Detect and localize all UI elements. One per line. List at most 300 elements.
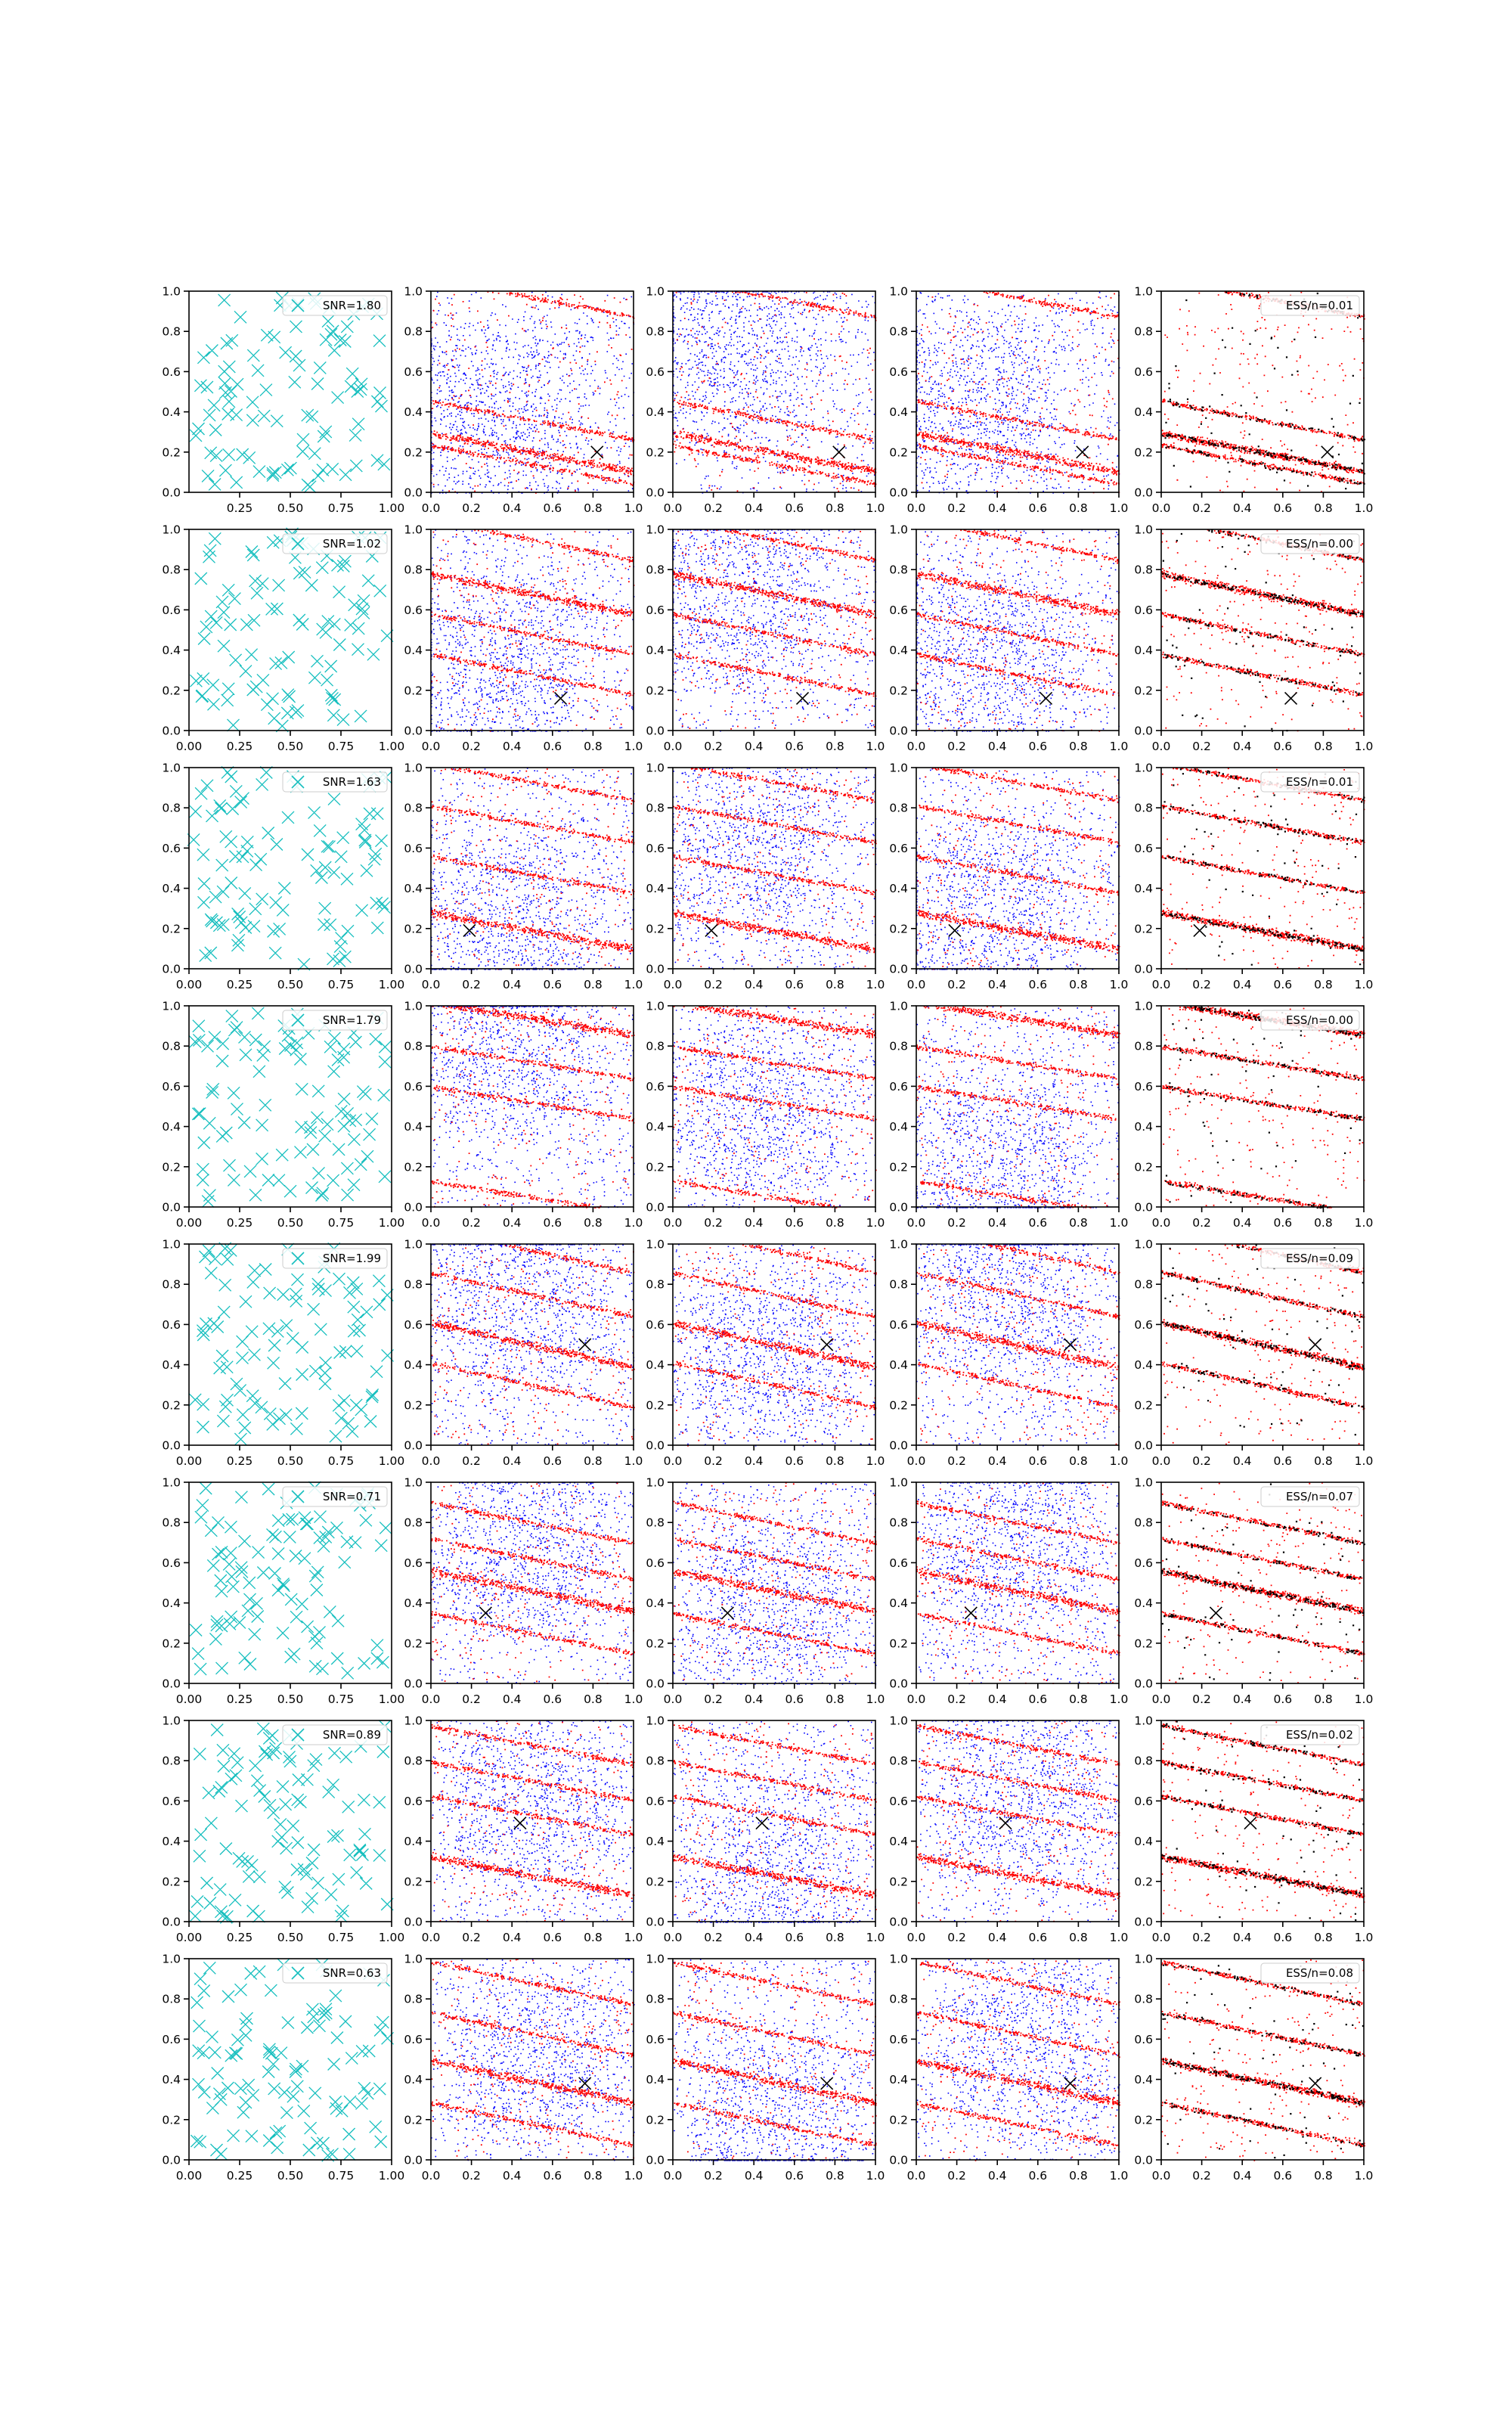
y-tick-label: 0.6 [889, 1794, 908, 1808]
y-tick-label: 0.4 [162, 1120, 181, 1134]
y-tick-label: 0.8 [162, 1754, 181, 1768]
x-tick-label: 0.6 [1028, 1931, 1048, 1944]
x-tick-label: 0.2 [947, 2169, 966, 2183]
x-tick-label: 0.2 [462, 740, 481, 753]
x-tick-label: 0.4 [502, 501, 522, 515]
y-tick-label: 0.6 [646, 1317, 665, 1332]
y-tick-label: 0.0 [889, 486, 908, 500]
x-tick-label: 0.4 [502, 1454, 522, 1468]
x-tick-label: 0.75 [327, 1692, 355, 1706]
x-tick-label: 0.4 [1232, 1454, 1252, 1468]
x-tick-label: 0.8 [584, 501, 603, 515]
y-tick-label: 0.0 [1134, 1677, 1153, 1691]
y-tick-label: 0.0 [162, 962, 181, 976]
y-tick-label: 0.0 [889, 1677, 908, 1691]
ess-legend-label: ESS/n=0.01 [1285, 775, 1353, 789]
y-tick-label: 0.0 [646, 2153, 665, 2167]
y-tick-label: 0.0 [1134, 962, 1153, 976]
y-tick-label: 0.6 [1134, 1079, 1153, 1094]
y-tick-label: 0.0 [646, 1200, 665, 1215]
x-tick-label: 1.0 [1109, 740, 1129, 753]
x-tick-label: 0.4 [987, 1692, 1007, 1706]
x-tick-label: 0.8 [1069, 2169, 1088, 2183]
x-tick-label: 0.0 [1151, 2169, 1171, 2183]
y-tick-label: 0.8 [646, 1039, 665, 1053]
y-tick-label: 0.6 [404, 603, 423, 617]
x-tick-label: 1.0 [1354, 978, 1374, 991]
y-tick-label: 0.2 [162, 2113, 181, 2127]
x-tick-label: 0.8 [584, 2169, 603, 2183]
y-tick-label: 0.6 [404, 1079, 423, 1094]
ess-legend-label: ESS/n=0.09 [1285, 1252, 1353, 1265]
y-tick-label: 0.2 [889, 1160, 908, 1174]
y-tick-label: 0.4 [889, 2073, 908, 2087]
x-tick-label: 0.0 [906, 1454, 926, 1468]
y-tick-label: 0.4 [889, 1120, 908, 1134]
y-tick-label: 1.0 [404, 761, 423, 775]
x-tick-label: 0.0 [906, 978, 926, 991]
snr-legend-label: SNR=0.89 [322, 1728, 381, 1742]
y-tick-label: 0.2 [162, 922, 181, 936]
y-tick-label: 1.0 [646, 1952, 665, 1966]
y-tick-label: 1.0 [646, 284, 665, 299]
x-tick-label: 0.6 [785, 978, 804, 991]
y-tick-label: 1.0 [404, 1475, 423, 1490]
y-tick-label: 0.4 [646, 1835, 665, 1849]
x-tick-label: 0.0 [906, 1931, 926, 1944]
y-tick-label: 0.8 [162, 324, 181, 339]
snr-legend-label: SNR=0.63 [322, 1966, 381, 1980]
y-tick-label: 1.0 [162, 1237, 181, 1252]
y-tick-label: 0.4 [889, 1358, 908, 1373]
x-tick-label: 0.0 [906, 2169, 926, 2183]
y-tick-label: 1.0 [1134, 523, 1153, 537]
x-tick-label: 0.8 [1069, 1692, 1088, 1706]
x-tick-label: 0.4 [502, 978, 522, 991]
x-tick-label: 0.2 [704, 501, 723, 515]
y-tick-label: 0.4 [889, 882, 908, 896]
y-tick-label: 1.0 [1134, 1952, 1153, 1966]
x-tick-label: 0.8 [584, 1216, 603, 1230]
x-tick-label: 1.00 [378, 978, 405, 991]
x-tick-label: 0.8 [826, 2169, 844, 2183]
y-tick-label: 0.8 [646, 1992, 665, 2006]
y-tick-label: 0.6 [889, 1556, 908, 1570]
x-tick-label: 0.8 [1314, 740, 1333, 753]
y-tick-label: 0.8 [404, 1516, 423, 1530]
y-tick-label: 0.6 [889, 365, 908, 379]
x-tick-label: 0.2 [704, 978, 723, 991]
y-tick-label: 0.6 [889, 841, 908, 855]
x-tick-label: 0.8 [1069, 1454, 1088, 1468]
snr-legend-label: SNR=1.99 [322, 1252, 381, 1265]
x-tick-label: 0.8 [1314, 1931, 1333, 1944]
y-tick-label: 0.6 [889, 1079, 908, 1094]
y-tick-label: 1.0 [889, 523, 908, 537]
y-tick-label: 0.4 [1134, 1835, 1153, 1849]
y-tick-label: 0.8 [889, 801, 908, 815]
y-tick-label: 0.0 [404, 1438, 423, 1453]
x-tick-label: 0.8 [584, 1931, 603, 1944]
y-tick-label: 0.4 [404, 882, 423, 896]
y-tick-label: 0.8 [404, 801, 423, 815]
x-tick-label: 0.75 [327, 1454, 355, 1468]
y-tick-label: 0.6 [1134, 841, 1153, 855]
y-tick-label: 0.8 [889, 324, 908, 339]
y-tick-label: 0.2 [646, 684, 665, 698]
y-tick-label: 0.4 [1134, 2073, 1153, 2087]
y-tick-label: 1.0 [889, 284, 908, 299]
y-tick-label: 0.2 [889, 684, 908, 698]
x-tick-label: 0.2 [704, 1216, 723, 1230]
x-tick-label: 1.0 [1109, 501, 1129, 515]
y-tick-label: 0.0 [162, 2153, 181, 2167]
x-tick-label: 0.0 [421, 978, 441, 991]
y-tick-label: 0.6 [1134, 1556, 1153, 1570]
x-tick-label: 0.8 [826, 740, 844, 753]
y-tick-label: 0.2 [646, 2113, 665, 2127]
x-tick-label: 0.8 [1314, 2169, 1333, 2183]
y-tick-label: 0.8 [1134, 563, 1153, 577]
y-tick-label: 1.0 [1134, 1237, 1153, 1252]
x-tick-label: 1.0 [866, 1454, 885, 1468]
y-tick-label: 1.0 [646, 1237, 665, 1252]
ess-legend-label: ESS/n=0.01 [1285, 299, 1353, 312]
y-tick-label: 0.4 [404, 1835, 423, 1849]
x-tick-label: 0.4 [744, 501, 764, 515]
x-tick-label: 0.00 [175, 978, 203, 991]
x-tick-label: 0.8 [584, 740, 603, 753]
ess-legend-label: ESS/n=0.07 [1285, 1490, 1353, 1503]
y-tick-label: 0.4 [1134, 1596, 1153, 1611]
x-tick-label: 0.4 [1232, 740, 1252, 753]
y-tick-label: 0.8 [404, 1992, 423, 2006]
x-tick-label: 1.0 [866, 740, 885, 753]
y-tick-label: 0.2 [1134, 1637, 1153, 1651]
y-tick-label: 0.4 [646, 882, 665, 896]
x-tick-label: 0.6 [785, 1692, 804, 1706]
y-tick-label: 0.4 [1134, 1120, 1153, 1134]
y-tick-label: 1.0 [404, 284, 423, 299]
x-tick-label: 0.0 [1151, 1692, 1171, 1706]
x-tick-label: 0.75 [327, 2169, 355, 2183]
y-tick-label: 0.0 [162, 1438, 181, 1453]
y-tick-label: 0.2 [646, 1875, 665, 1889]
y-tick-label: 1.0 [404, 1714, 423, 1728]
y-tick-label: 0.0 [646, 1438, 665, 1453]
x-tick-label: 0.6 [543, 501, 562, 515]
y-tick-label: 1.0 [889, 1714, 908, 1728]
x-tick-label: 1.00 [378, 1454, 405, 1468]
x-tick-label: 1.0 [1354, 501, 1374, 515]
x-tick-label: 1.0 [624, 978, 643, 991]
y-tick-label: 1.0 [404, 523, 423, 537]
x-tick-label: 0.4 [744, 1931, 764, 1944]
x-tick-label: 0.2 [1192, 501, 1211, 515]
x-tick-label: 0.4 [502, 1216, 522, 1230]
x-tick-label: 0.4 [987, 501, 1007, 515]
snr-legend-label: SNR=0.71 [322, 1490, 381, 1503]
y-tick-label: 0.0 [1134, 1438, 1153, 1453]
y-tick-label: 0.8 [889, 1039, 908, 1053]
y-tick-label: 0.2 [404, 1637, 423, 1651]
x-tick-label: 0.0 [663, 2169, 683, 2183]
x-tick-label: 0.2 [947, 501, 966, 515]
y-tick-label: 1.0 [162, 761, 181, 775]
y-tick-label: 0.4 [162, 882, 181, 896]
x-tick-label: 0.8 [826, 1216, 844, 1230]
x-tick-label: 0.6 [1273, 501, 1293, 515]
y-tick-label: 0.2 [646, 445, 665, 460]
y-tick-label: 1.0 [1134, 999, 1153, 1013]
y-tick-label: 0.6 [1134, 603, 1153, 617]
y-tick-label: 0.4 [162, 1596, 181, 1611]
y-tick-label: 0.0 [889, 2153, 908, 2167]
x-tick-label: 0.6 [1273, 1216, 1293, 1230]
x-tick-label: 0.8 [1069, 501, 1088, 515]
x-tick-label: 0.6 [1028, 2169, 1048, 2183]
x-tick-label: 0.4 [987, 740, 1007, 753]
y-tick-label: 0.0 [1134, 486, 1153, 500]
x-tick-label: 0.2 [1192, 1692, 1211, 1706]
x-tick-label: 1.0 [1109, 1931, 1129, 1944]
x-tick-label: 0.6 [785, 1931, 804, 1944]
x-tick-label: 0.75 [327, 978, 355, 991]
y-tick-label: 0.0 [889, 1200, 908, 1215]
x-tick-label: 0.25 [226, 2169, 253, 2183]
y-tick-label: 0.6 [889, 2032, 908, 2046]
x-tick-label: 0.4 [987, 978, 1007, 991]
y-tick-label: 1.0 [1134, 1475, 1153, 1490]
y-tick-label: 0.6 [162, 2032, 181, 2046]
y-tick-label: 1.0 [889, 1475, 908, 1490]
y-tick-label: 0.6 [646, 365, 665, 379]
x-tick-label: 0.0 [1151, 1216, 1171, 1230]
y-tick-label: 0.6 [1134, 365, 1153, 379]
x-tick-label: 0.0 [421, 1216, 441, 1230]
y-tick-label: 0.8 [162, 1516, 181, 1530]
y-tick-label: 0.8 [162, 1039, 181, 1053]
y-tick-label: 1.0 [1134, 284, 1153, 299]
x-tick-label: 0.2 [947, 1692, 966, 1706]
x-tick-label: 0.4 [502, 1692, 522, 1706]
y-tick-label: 0.2 [889, 1637, 908, 1651]
x-tick-label: 1.00 [378, 2169, 405, 2183]
snr-legend-label: SNR=1.80 [322, 299, 381, 312]
y-tick-label: 0.4 [646, 405, 665, 420]
x-tick-label: 0.2 [1192, 740, 1211, 753]
x-tick-label: 1.0 [1354, 1931, 1374, 1944]
y-tick-label: 0.2 [1134, 2113, 1153, 2127]
x-tick-label: 0.25 [226, 1692, 253, 1706]
y-tick-label: 1.0 [646, 523, 665, 537]
y-tick-label: 0.4 [1134, 405, 1153, 420]
x-tick-label: 0.6 [1273, 2169, 1293, 2183]
x-tick-label: 1.0 [624, 1454, 643, 1468]
y-tick-label: 0.4 [1134, 644, 1153, 658]
y-tick-label: 0.4 [889, 644, 908, 658]
y-tick-label: 0.4 [1134, 1358, 1153, 1373]
y-tick-label: 0.8 [1134, 801, 1153, 815]
x-tick-label: 0.4 [987, 1454, 1007, 1468]
x-tick-label: 1.0 [624, 1692, 643, 1706]
y-tick-label: 0.0 [646, 962, 665, 976]
x-tick-label: 0.2 [947, 1454, 966, 1468]
x-tick-label: 0.2 [1192, 1216, 1211, 1230]
y-tick-label: 1.0 [889, 1237, 908, 1252]
x-tick-label: 0.2 [947, 740, 966, 753]
x-tick-label: 0.50 [277, 740, 304, 753]
y-tick-label: 0.6 [162, 365, 181, 379]
y-tick-label: 0.0 [404, 2153, 423, 2167]
x-tick-label: 0.0 [1151, 1931, 1171, 1944]
x-tick-label: 0.6 [543, 1216, 562, 1230]
x-tick-label: 1.00 [378, 1692, 405, 1706]
y-tick-label: 0.6 [404, 365, 423, 379]
x-tick-label: 0.4 [1232, 1931, 1252, 1944]
y-tick-label: 0.2 [162, 1398, 181, 1413]
y-tick-label: 1.0 [404, 1952, 423, 1966]
x-tick-label: 0.8 [1069, 1216, 1088, 1230]
y-tick-label: 0.2 [646, 1637, 665, 1651]
y-tick-label: 0.6 [646, 2032, 665, 2046]
y-tick-label: 0.8 [889, 1277, 908, 1292]
x-tick-label: 0.2 [462, 1216, 481, 1230]
x-tick-label: 0.6 [785, 1216, 804, 1230]
x-tick-label: 1.00 [378, 740, 405, 753]
x-tick-label: 1.0 [1109, 1454, 1129, 1468]
x-tick-label: 1.0 [866, 978, 885, 991]
x-tick-label: 1.0 [1354, 2169, 1374, 2183]
x-tick-label: 0.4 [987, 2169, 1007, 2183]
x-tick-label: 0.0 [1151, 978, 1171, 991]
x-tick-label: 0.6 [543, 2169, 562, 2183]
x-tick-label: 0.0 [663, 1931, 683, 1944]
y-tick-label: 0.2 [162, 445, 181, 460]
x-tick-label: 1.0 [624, 1216, 643, 1230]
y-tick-label: 0.0 [646, 724, 665, 738]
x-tick-label: 0.50 [277, 1931, 304, 1944]
y-tick-label: 1.0 [646, 1475, 665, 1490]
y-tick-label: 1.0 [404, 999, 423, 1013]
x-tick-label: 0.8 [1314, 1216, 1333, 1230]
y-tick-label: 1.0 [646, 1714, 665, 1728]
y-tick-label: 0.2 [1134, 1398, 1153, 1413]
x-tick-label: 0.2 [947, 1931, 966, 1944]
y-tick-label: 0.2 [162, 1160, 181, 1174]
x-tick-label: 0.4 [1232, 2169, 1252, 2183]
y-tick-label: 0.0 [162, 1200, 181, 1215]
y-tick-label: 0.0 [404, 486, 423, 500]
x-tick-label: 0.0 [421, 1454, 441, 1468]
y-tick-label: 0.4 [646, 1120, 665, 1134]
y-tick-label: 0.4 [646, 644, 665, 658]
x-tick-label: 0.2 [704, 1454, 723, 1468]
x-tick-label: 1.0 [866, 1692, 885, 1706]
y-tick-label: 1.0 [646, 761, 665, 775]
y-tick-label: 0.4 [404, 1596, 423, 1611]
y-tick-label: 0.6 [162, 1079, 181, 1094]
x-tick-label: 0.8 [584, 978, 603, 991]
x-tick-label: 1.0 [1354, 1216, 1374, 1230]
x-tick-label: 0.0 [663, 501, 683, 515]
x-tick-label: 0.0 [1151, 740, 1171, 753]
x-tick-label: 1.0 [866, 1931, 885, 1944]
y-tick-label: 0.2 [889, 445, 908, 460]
y-tick-label: 0.0 [162, 1915, 181, 1929]
y-tick-label: 0.8 [162, 563, 181, 577]
y-tick-label: 1.0 [162, 284, 181, 299]
y-tick-label: 0.2 [404, 1875, 423, 1889]
y-tick-label: 0.0 [404, 1200, 423, 1215]
x-tick-label: 0.6 [1273, 740, 1293, 753]
y-tick-label: 0.0 [162, 486, 181, 500]
y-tick-label: 0.4 [404, 1120, 423, 1134]
x-tick-label: 0.00 [175, 1454, 203, 1468]
y-tick-label: 0.0 [646, 1915, 665, 1929]
y-tick-label: 0.8 [1134, 1277, 1153, 1292]
x-tick-label: 0.0 [906, 1692, 926, 1706]
x-tick-label: 0.25 [226, 740, 253, 753]
x-tick-label: 0.6 [1028, 1692, 1048, 1706]
y-tick-label: 0.2 [404, 2113, 423, 2127]
y-tick-label: 0.2 [1134, 445, 1153, 460]
x-tick-label: 0.2 [1192, 1454, 1211, 1468]
x-tick-label: 0.0 [663, 1454, 683, 1468]
y-tick-label: 0.4 [162, 1835, 181, 1849]
y-tick-label: 0.6 [1134, 2032, 1153, 2046]
x-tick-label: 0.2 [704, 1692, 723, 1706]
x-tick-label: 1.0 [866, 1216, 885, 1230]
x-tick-label: 0.0 [421, 1692, 441, 1706]
y-tick-label: 0.8 [162, 801, 181, 815]
x-tick-label: 1.0 [866, 501, 885, 515]
x-tick-label: 1.00 [378, 1931, 405, 1944]
x-tick-label: 0.50 [277, 501, 304, 515]
x-tick-label: 0.6 [543, 1692, 562, 1706]
x-tick-label: 0.25 [226, 1454, 253, 1468]
y-tick-label: 0.8 [1134, 1992, 1153, 2006]
y-tick-label: 0.6 [889, 603, 908, 617]
y-tick-label: 0.2 [404, 1398, 423, 1413]
y-tick-label: 0.0 [1134, 724, 1153, 738]
x-tick-label: 0.0 [1151, 501, 1171, 515]
x-tick-label: 0.75 [327, 740, 355, 753]
snr-legend-label: SNR=1.02 [322, 537, 381, 551]
x-tick-label: 0.75 [327, 1931, 355, 1944]
y-tick-label: 0.2 [889, 2113, 908, 2127]
x-tick-label: 1.00 [378, 501, 405, 515]
y-tick-label: 0.6 [646, 1556, 665, 1570]
y-tick-label: 0.8 [404, 563, 423, 577]
x-tick-label: 0.4 [502, 2169, 522, 2183]
x-tick-label: 0.00 [175, 2169, 203, 2183]
x-tick-label: 0.8 [584, 1692, 603, 1706]
y-tick-label: 0.4 [404, 2073, 423, 2087]
y-tick-label: 0.8 [646, 1754, 665, 1768]
x-tick-label: 0.0 [421, 2169, 441, 2183]
x-tick-label: 0.4 [1232, 1216, 1252, 1230]
y-tick-label: 0.8 [1134, 1516, 1153, 1530]
x-tick-label: 0.2 [462, 501, 481, 515]
x-tick-label: 1.0 [624, 1931, 643, 1944]
y-tick-label: 0.8 [889, 563, 908, 577]
x-tick-label: 0.8 [826, 1692, 844, 1706]
y-tick-label: 0.2 [646, 1160, 665, 1174]
y-tick-label: 0.6 [162, 841, 181, 855]
x-tick-label: 0.6 [1273, 1931, 1293, 1944]
y-tick-label: 1.0 [646, 999, 665, 1013]
